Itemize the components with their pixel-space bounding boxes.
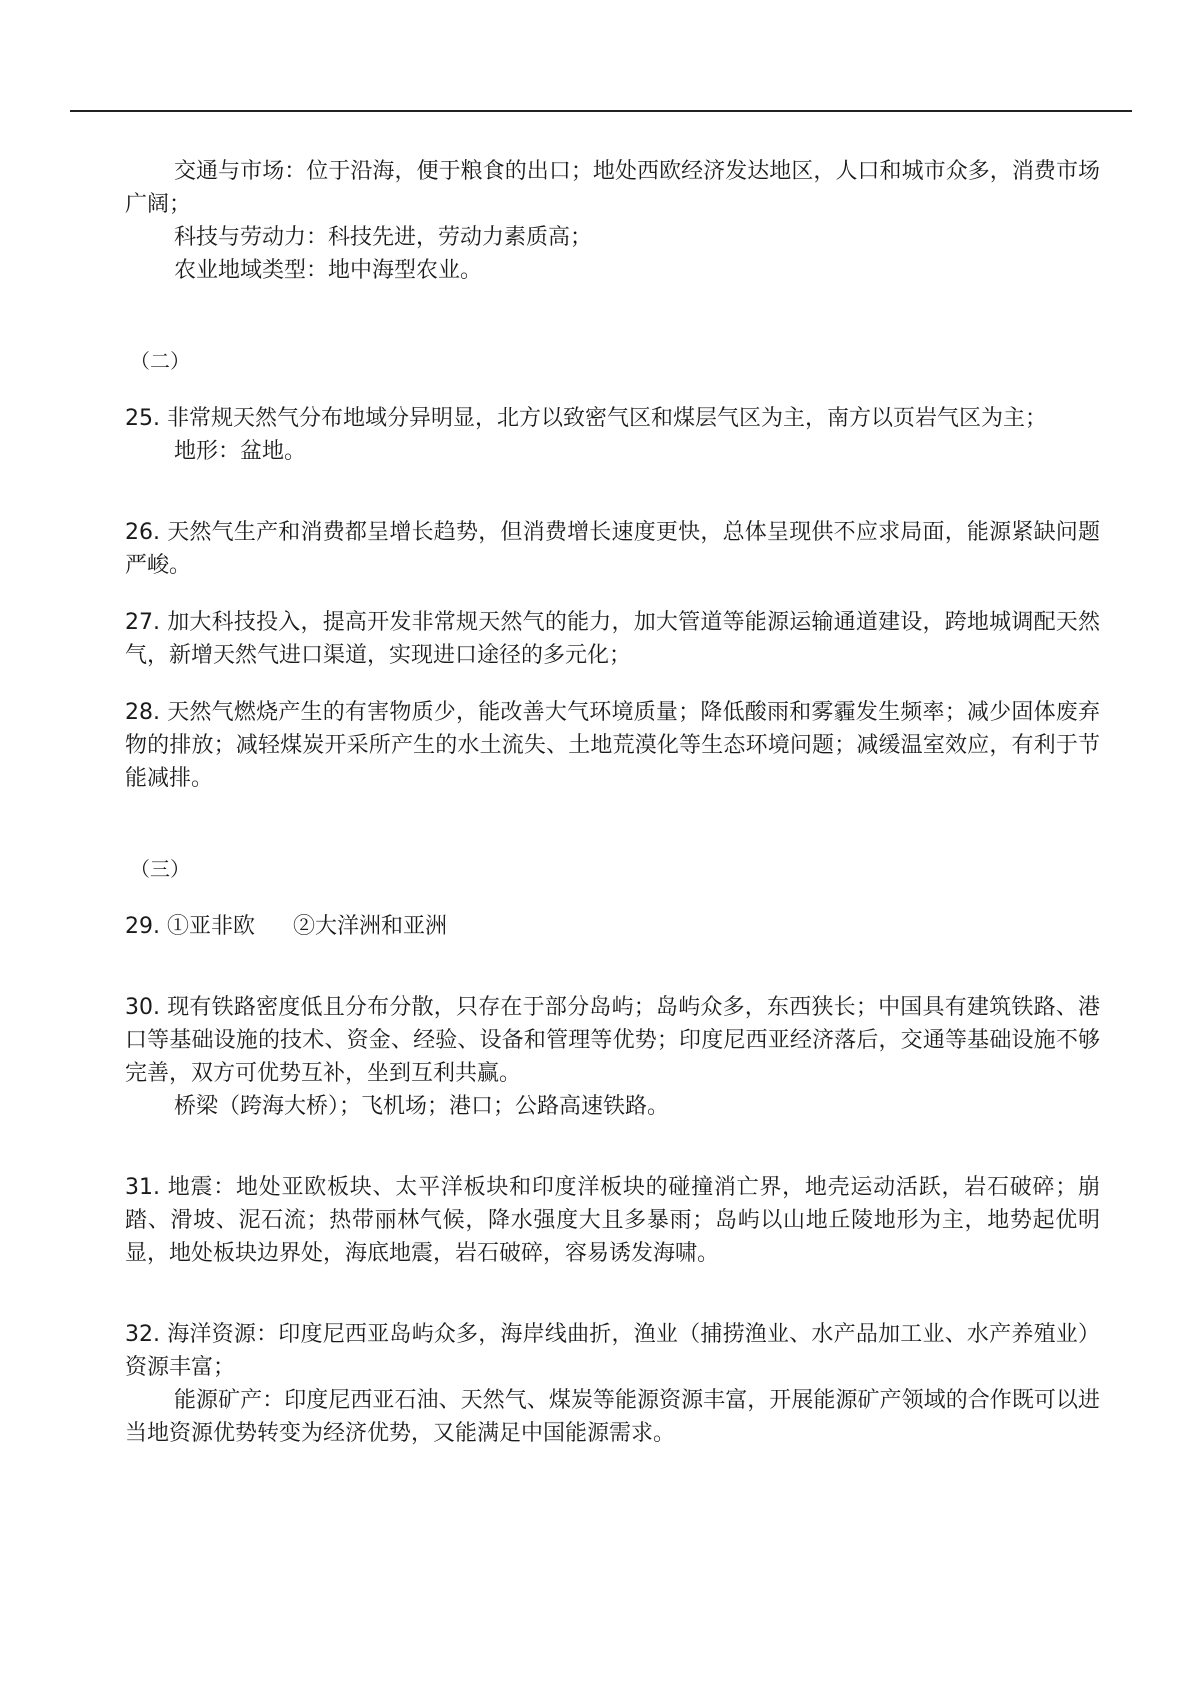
answer-text: 天然气生产和消费都呈增长趋势，但消费增长速度更快，总体呈现供不应求局面，能源紧缺问题严峻。 (125, 520, 1100, 578)
answer-27 (125, 606, 1100, 672)
header-rule (70, 110, 1132, 112)
paragraph-tech-labor: 科技与劳动力：科技先进，劳动力素质高； (174, 225, 593, 250)
spacer (125, 672, 1100, 696)
answer-29-part-2: ②大洋洲和亚洲 (293, 914, 448, 939)
answer-25-terrain: 地形：盆地。 (174, 439, 307, 464)
question-number: 25. (125, 406, 160, 431)
answer-text: 海洋资源：印度尼西亚岛屿众多，海岸线曲折，渔业（捕捞渔业、水产品加工业、水产养殖业）资源丰富； (125, 1322, 1100, 1380)
answer-31 (125, 1171, 1100, 1270)
question-number: 26. (125, 520, 160, 545)
spacer (125, 468, 1100, 516)
question-number: 32. (125, 1322, 160, 1347)
answer-25 (125, 402, 1100, 435)
answer-text: 天然气燃烧产生的有害物质少，能改善大气环境质量；降低酸雨和雾霾发生频率；减少固体废弃物的排放；减轻煤炭开采所产生的水土流失、土地荒漠化等生态环境问题；减缓温室效应，有利于节能减排。 (125, 700, 1100, 791)
answer-30 (125, 991, 1100, 1090)
spacer (125, 886, 1100, 910)
answer-30-infrastructure: 桥梁（跨海大桥）；飞机场；港口；公路高速铁路。 (174, 1094, 670, 1119)
answer-26 (125, 516, 1100, 582)
answer-29 (125, 910, 1100, 943)
question-number: 29. (125, 914, 160, 939)
section-heading-3: （三） (130, 857, 190, 881)
question-number: 27. (125, 610, 160, 635)
answer-text: 加大科技投入，提高开发非常规天然气的能力，加大管道等能源运输通道建设，跨地城调配天然气，新增天然气进口渠道，实现进口途径的多元化； (125, 610, 1100, 668)
answer-28 (125, 696, 1100, 795)
paragraph-transport-market: 交通与市场：位于沿海，便于粮食的出口；地处西欧经济发达地区，人口和城市众多，消费市场广阔； (125, 159, 1100, 217)
answer-text: 现有铁路密度低且分布分散，只存在于部分岛屿；岛屿众多，东西狭长；中国具有建筑铁路、港口等基础设施的技术、资金、经验、设备和管理等优势；印度尼西亚经济落后，交通等基础设施不够完善，双方可优势互补，坐到互利共赢。 (125, 995, 1100, 1086)
spacer (125, 795, 1100, 853)
answer-text: 非常规天然气分布地域分异明显，北方以致密气区和煤层气区为主，南方以页岩气区为主； (167, 406, 1048, 431)
spacer (125, 287, 1100, 345)
question-number: 28. (125, 700, 160, 725)
answer-content (125, 155, 1100, 1450)
answer-29-part-1: ①亚非欧 (167, 914, 256, 939)
section-heading-2: （二） (130, 349, 190, 373)
question-number: 31. (125, 1175, 160, 1200)
spacer (125, 582, 1100, 606)
answer-text: 地震：地处亚欧板块、太平洋板块和印度洋板块的碰撞消亡界，地壳运动活跃，岩石破碎；崩踏、滑坡、泥石流；热带丽林气候，降水强度大且多暴雨；岛屿以山地丘陵地形为主，地势起优明显，地处板块边界处，海底地震，岩石破碎，容易诱发海啸。 (125, 1175, 1100, 1266)
spacer (125, 1123, 1100, 1171)
spacer (125, 378, 1100, 402)
paragraph-agri-type: 农业地域类型：地中海型农业。 (174, 258, 483, 283)
spacer (125, 943, 1100, 991)
answer-32 (125, 1318, 1100, 1384)
answer-32-energy: 能源矿产：印度尼西亚石油、天然气、煤炭等能源资源丰富，开展能源矿产领域的合作既可以进当地资源优势转变为经济优势，又能满足中国能源需求。 (125, 1388, 1100, 1446)
question-number: 30. (125, 995, 160, 1020)
spacer (125, 1270, 1100, 1318)
